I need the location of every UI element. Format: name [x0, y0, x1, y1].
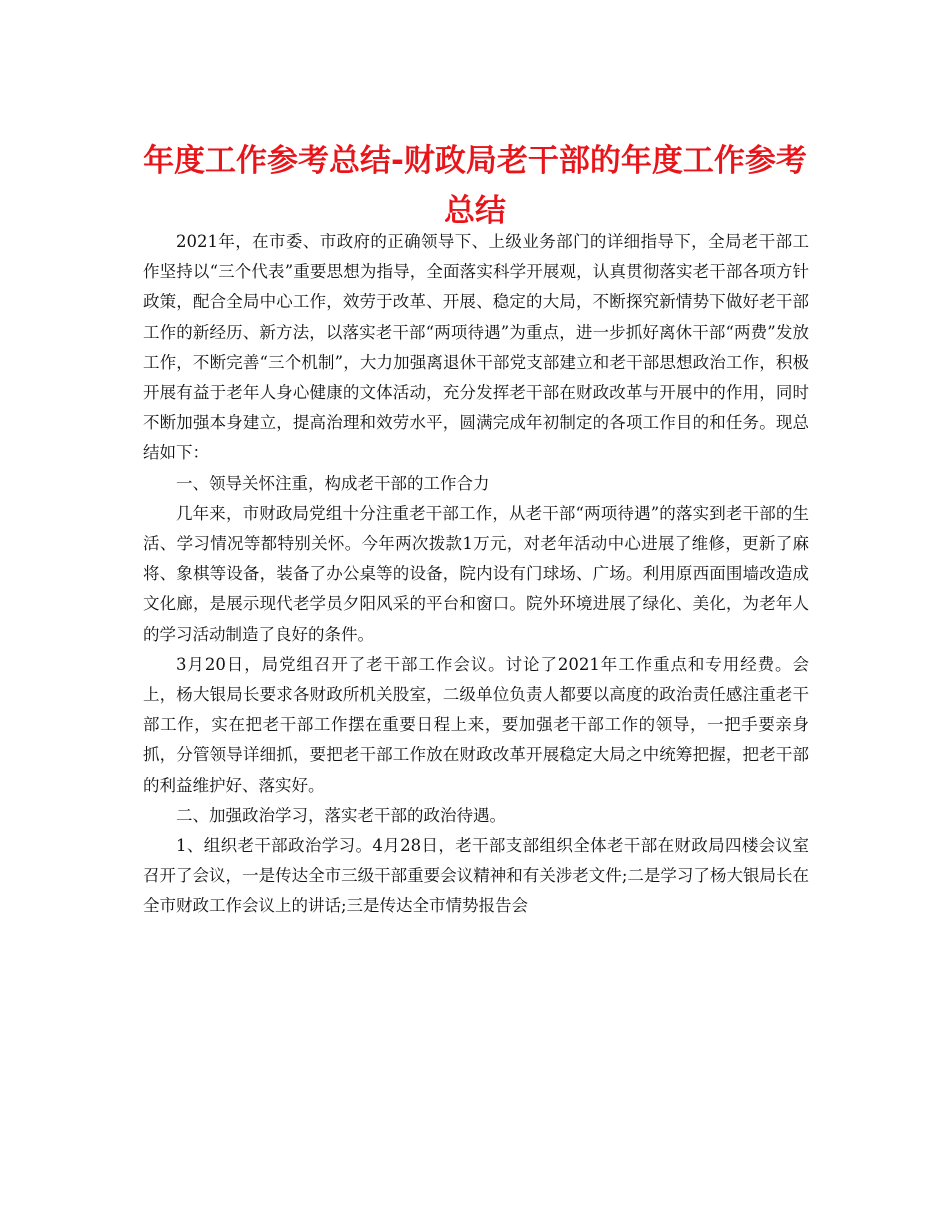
- document-body: [143, 227, 809, 922]
- paragraph-section2-a: 1、组织老干部政治学习。4月28日，老干部支部组织全体老干部在财政局四楼会议室召开了会议，一是传达全市三级干部重要会议精神和有关涉老文件;二是学习了杨大银局长在全市财政工作会议上的讲话;三是传达全市情势报告会: [143, 836, 809, 916]
- section-heading-2: 二、加强政治学习，落实老干部的政治待遇。: [176, 805, 506, 825]
- paragraph-section1-a: 几年来，市财政局党组十分注重老干部工作，从老干部“两项待遇”的落实到老干部的生活、学习情况等都特别关怀。今年两次拨款1万元，对老年活动中心进展了维修，更新了麻将、象棋等设备，装备了办公桌等的设备，院内设有门球场、广场。利用原西面围墙改造成文化廊，是展示现代老学员夕阳风采的平台和窗口。院外环境进展了绿化、美化，为老年人的学习活动制造了良好的条件。: [143, 503, 809, 644]
- paragraph-section1-b: 3月20日，局党组召开了老干部工作会议。讨论了2021年工作重点和专用经费。会上，杨大银局长要求各财政所机关股室，二级单位负责人都要以高度的政治责任感注重老干部工作，实在把老干部工作摆在重要日程上来，要加强老干部工作的领导，一把手要亲身抓，分管领导详细抓，要把老干部工作放在财政改革开展稳定大局之中统筹把握，把老干部的利益维护好、落实好。: [143, 654, 809, 795]
- paragraph-intro: 2021年，在市委、市政府的正确领导下、上级业务部门的详细指导下，全局老干部工作坚持以“三个代表”重要思想为指导，全面落实科学开展观，认真贯彻落实老干部各项方针政策，配合全局中心工作，效劳于改革、开展、稳定的大局，不断探究新情势下做好老干部工作的新经历、新方法，以落实老干部“两项待遇”为重点，进一步抓好离休干部“两费”发放工作，不断完善“三个机制”，大力加强离退休干部党支部建立和老干部思想政治工作，积极开展有益于老年人身心健康的文体活动，充分发挥老干部在财政改革与开展中的作用，同时不断加强本身建立，提高治理和效劳水平，圆满完成年初制定的各项工作目的和任务。现总结如下：: [143, 232, 809, 463]
- document-title: 年度工作参考总结-财政局老干部的年度工作参考总结: [143, 143, 807, 229]
- section-heading-1: 一、领导关怀注重，构成老干部的工作合力: [176, 473, 490, 493]
